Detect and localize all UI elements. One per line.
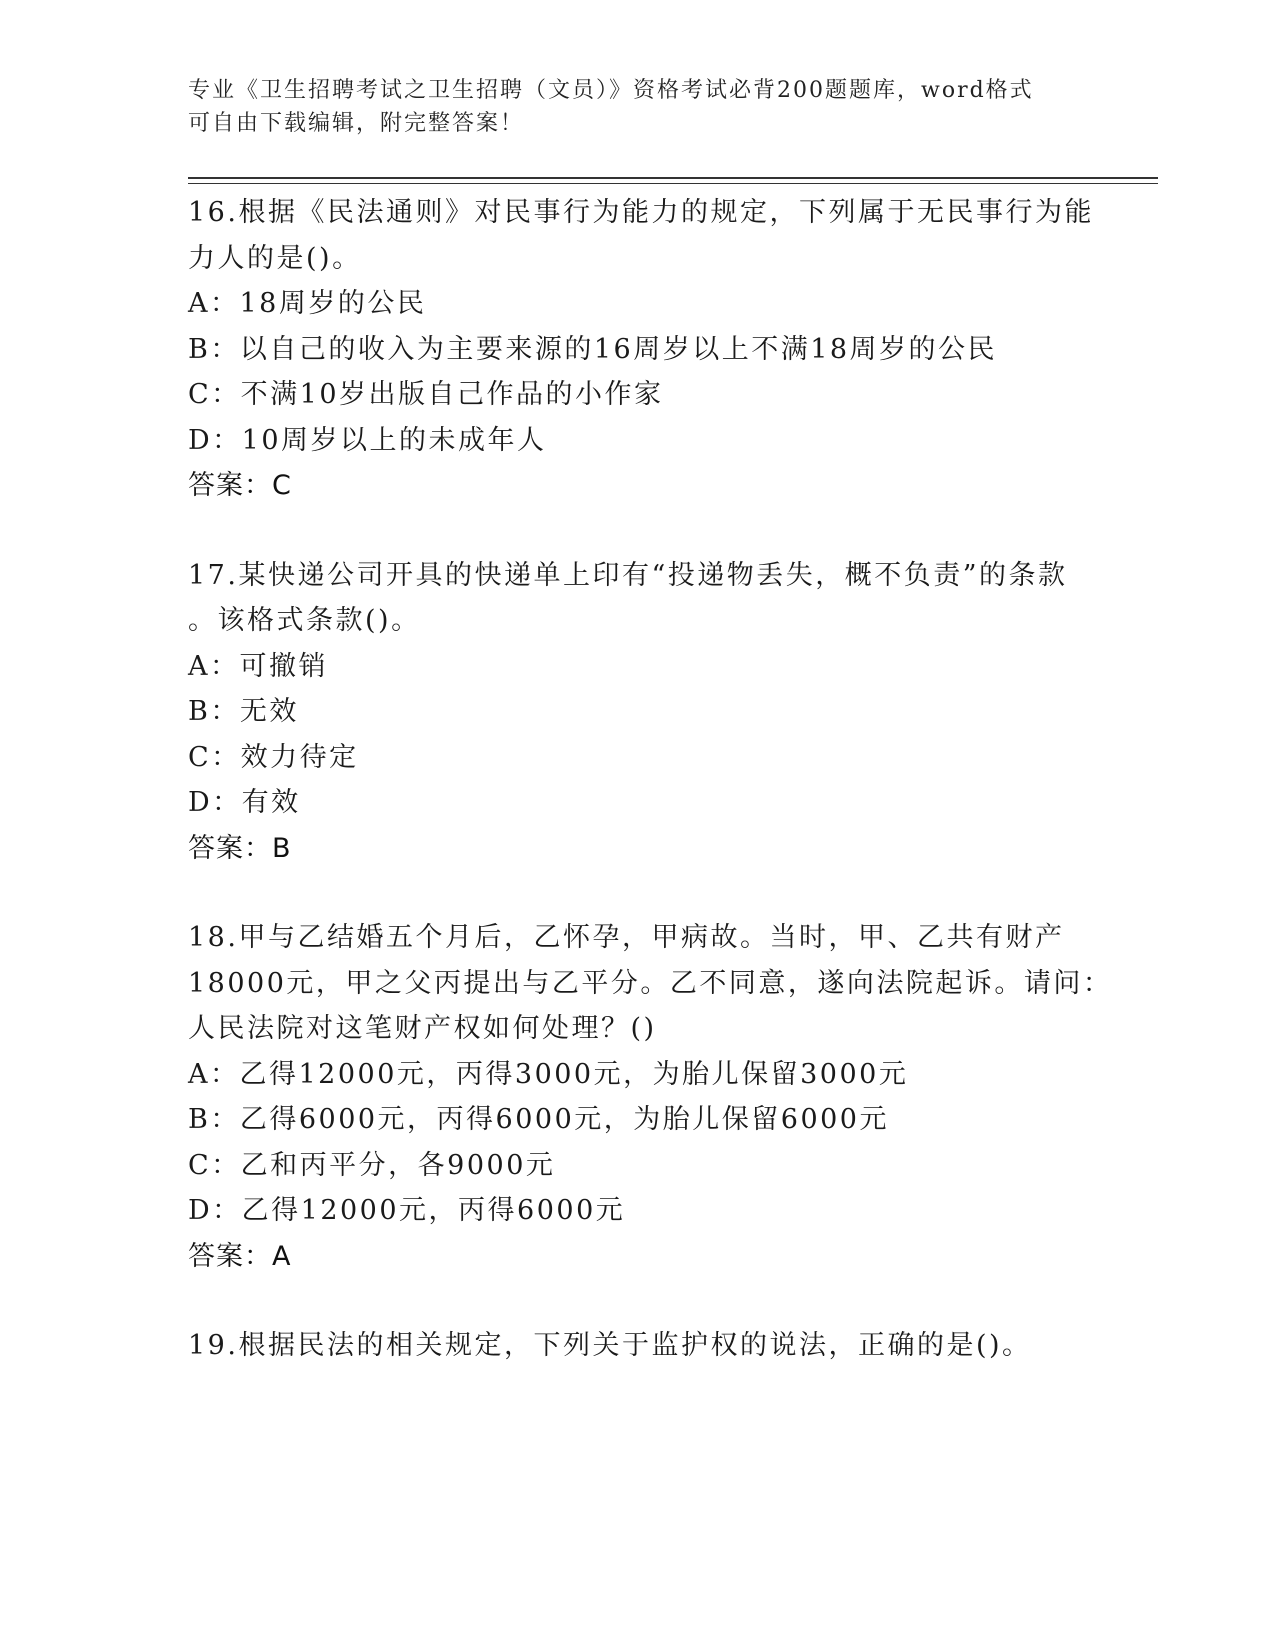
option-b: B：乙得6000元，丙得6000元，为胎儿保留6000元 — [188, 1104, 889, 1135]
document-header — [188, 74, 1088, 140]
option-d: D：10周岁以上的未成年人 — [188, 424, 547, 456]
question-line: 力人的是()。 — [188, 242, 362, 274]
answer-line: 答案：C — [188, 470, 292, 501]
question-text — [188, 1323, 1088, 1369]
option-c: C：不满10岁出版自己作品的小作家 — [188, 379, 664, 410]
option-b: B：无效 — [188, 696, 299, 727]
header-rule-thick — [188, 177, 1158, 179]
question-line: 。该格式条款()。 — [188, 605, 421, 636]
answer-line: 答案：B — [188, 832, 292, 864]
option-b: B：以自己的收入为主要来源的16周岁以上不满18周岁的公民 — [188, 333, 998, 365]
header-line-1: 专业《卫生招聘考试之卫生招聘（文员）》资格考试必背200题题库，word格式 — [188, 78, 1034, 103]
question-18 — [188, 915, 1113, 1279]
option-a: A：18周岁的公民 — [188, 288, 427, 319]
option-a: A：乙得12000元，丙得3000元，为胎儿保留3000元 — [188, 1058, 909, 1090]
question-line: 17.某快递公司开具的快递单上印有“投递物丢失，概不负责”的条款 — [188, 559, 1068, 591]
option-c: C：效力待定 — [188, 741, 359, 773]
question-line: 19.根据民法的相关规定，下列关于监护权的说法，正确的是()。 — [188, 1330, 1032, 1361]
option-c: C：乙和丙平分，各9000元 — [188, 1149, 556, 1181]
question-text — [188, 190, 1094, 281]
question-list — [188, 190, 1113, 1413]
question-17 — [188, 553, 1088, 872]
question-line: 18000元，甲之父丙提出与乙平分。乙不同意，遂向法院起诉。请问： — [188, 967, 1113, 999]
question-text — [188, 915, 1113, 1052]
option-a: A：可撤销 — [188, 650, 328, 682]
option-d: D：有效 — [188, 787, 301, 818]
question-16 — [188, 190, 1094, 509]
option-d: D：乙得12000元，丙得6000元 — [188, 1195, 626, 1226]
question-19 — [188, 1323, 1088, 1369]
question-text — [188, 553, 1088, 644]
header-rule-thin — [188, 183, 1158, 184]
question-line: 人民法院对这笔财产权如何处理？() — [188, 1013, 657, 1044]
question-line: 16.根据《民法通则》对民事行为能力的规定，下列属于无民事行为能 — [188, 197, 1094, 228]
header-line-2: 可自由下载编辑，附完整答案！ — [188, 111, 525, 136]
question-line: 18.甲与乙结婚五个月后，乙怀孕，甲病故。当时，甲、乙共有财产 — [188, 922, 1065, 953]
answer-line: 答案：A — [188, 1240, 292, 1272]
